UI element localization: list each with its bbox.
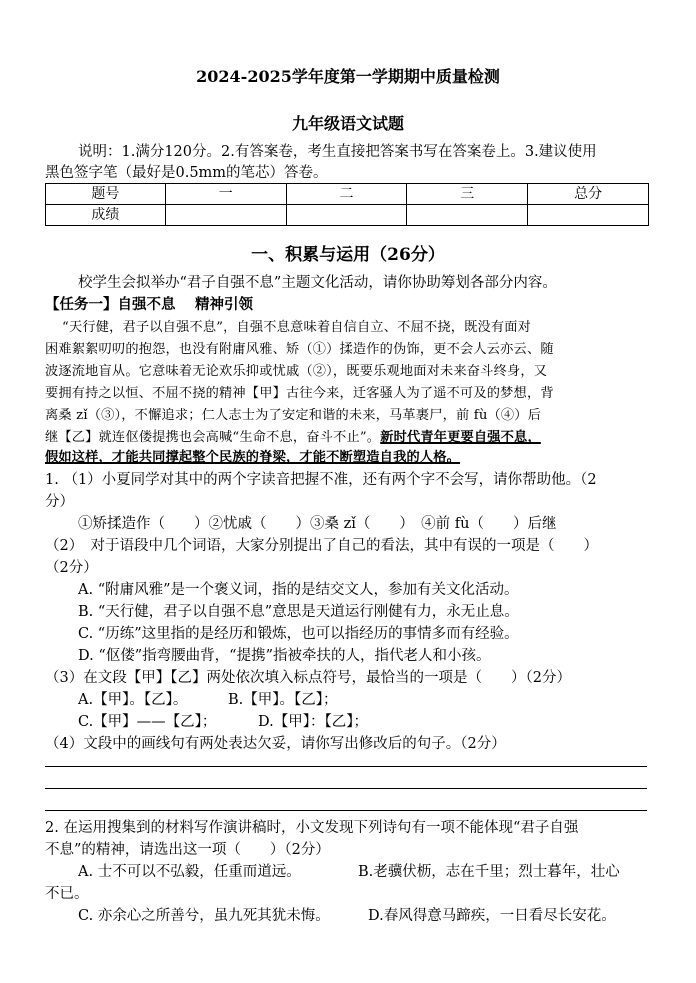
exam-title: 2024-2025学年度第一学期期中质量检测 [196,67,500,86]
q1-part3-option-c[interactable]: C.【甲】——【乙】； [78,714,217,730]
q1-part3-option-b[interactable]: B.【甲】。【乙】； [228,692,338,708]
section-1-intro: 校学生会拟举办“君子自强不息”主题文化活动，请你协助筹划各部分内容。 [78,275,557,291]
score-header-cell: 二 [286,184,407,205]
passage-line: 离桑 zǐ（③），不懈追求；仁人志士为了安定和谐的未来，马革裹尸，前 fù（④）后 [45,408,542,423]
q1-stem: 1. （1）小夏同学对其中的两个字读音把握不准，还有两个字不会写，请你帮助他。（2 [45,472,597,488]
q1-part3-option-a[interactable]: A.【甲】。【乙】。 [78,692,188,708]
instructions-line-2: 黑色签字笔（最好是0.5mm的笔芯）答卷。 [45,165,328,181]
passage-line: 困难絮絮叨叨的抱怨，也没有附庸风雅、矫（①）揉造作的伪饰，更不会人云亦云、随 [45,342,554,357]
underlined-sentence-part-1: 新时代青年更要自强不息， [380,430,541,445]
q1-part3-option-d[interactable]: D.【甲】：【乙】； [258,714,368,730]
score-row-label: 成绩 [46,205,166,226]
answer-line[interactable] [45,788,647,789]
score-cell[interactable] [528,205,649,226]
answer-line[interactable] [45,766,647,767]
passage-line: “天行健，君子以自强不息”，自强不息意味着自信自立、不屈不挠，既没有面对 [62,320,532,335]
q1-part2-option-b[interactable]: B. “天行健，君子以自强不息”意思是天道运行刚健有力，永无止息。 [78,604,519,620]
score-header-cell: 一 [165,184,286,205]
underlined-sentence-part-2: 假如这样，才能共同撑起整个民族的脊梁，才能不断塑造自我的人格。 [45,450,461,465]
q1-part3-stem: （3）在文段【甲】【乙】两处依次填入标点符号，最恰当的一项是（ ）（2分） [45,670,571,686]
q1-part2-option-d[interactable]: D. “伛偻”指弯腰曲背，“提携”指被牵扶的人，指代老人和小孩。 [78,648,491,664]
score-table [45,183,649,226]
task-1-heading: 【任务一】自强不息 精神引领 [45,296,254,313]
q1-part2-stem: （2） 对于语段中几个词语，大家分别提出了自己的看法，其中有误的一项是（ ） [45,538,598,554]
score-header-cell: 总分 [528,184,649,205]
passage-text: 继【乙】就连伛偻提携也会高喊“生命不息，奋斗不止”。 [45,430,381,445]
score-table-score-row [46,205,649,226]
q2-stem-cont: 不息”的精神，请选出这一项（ ）（2分） [45,842,330,858]
q2-option-b-cont: 不已。 [45,886,89,902]
q2-option-c[interactable]: C. 亦余心之所善兮，虽九死其犹未悔。 [78,908,330,924]
exam-subtitle: 九年级语文试题 [291,114,404,133]
q2-stem: 2. 在运用搜集到的材料写作演讲稿时，小文发现下列诗句有一项不能体现“君子自强 [45,820,579,836]
score-header-cell: 题号 [46,184,166,205]
passage-line: 要拥有持之以恒、不屈不挠的精神【甲】古往今来，迁客骚人为了遥不可及的梦想，背 [45,386,554,401]
score-table-header-row [46,184,649,205]
score-cell[interactable] [407,205,528,226]
q2-option-d[interactable]: D.春风得意马蹄疾，一日看尽长安花。 [368,908,616,924]
answer-line[interactable] [45,810,647,811]
q1-part2-points: （2分） [45,560,98,576]
q1-stem-cont: 分） [45,494,74,510]
q1-part4-stem: （4）文段中的画线句有两处表达欠妥，请你写出修改后的句子。（2分） [45,736,506,752]
q1-part2-option-a[interactable]: A. “附庸风雅”是一个褒义词，指的是结交文人，参加有关文化活动。 [78,582,519,598]
passage-line-6 [45,427,541,449]
passage-line: 波逐流地盲从。它意味着无论欢乐抑或忧戚（②），既要乐观地面对未来奋斗终身，又 [45,364,548,379]
q1-part2-option-c[interactable]: C. “历练”这里指的是经历和锻炼，也可以指经历的事情多而有经验。 [78,626,519,642]
instructions-line-1: 说明：1.满分120分。2.有答案卷，考生直接把答案书写在答案卷上。3.建议使用 [78,144,597,160]
score-cell[interactable] [286,205,407,226]
score-cell[interactable] [165,205,286,226]
q2-option-b[interactable]: B.老骥伏枥，志在千里；烈士暮年，壮心 [358,864,620,880]
q1-blanks[interactable]: ①矫揉造作（ ）②忧戚（ ）③桑 zǐ（ ） ④前 fù（ ）后继 [78,516,557,532]
section-1-title: 一、积累与运用（26分） [251,245,445,265]
q2-option-a[interactable]: A. 士不可以不弘毅，任重而道远。 [78,864,301,880]
score-header-cell: 三 [407,184,528,205]
